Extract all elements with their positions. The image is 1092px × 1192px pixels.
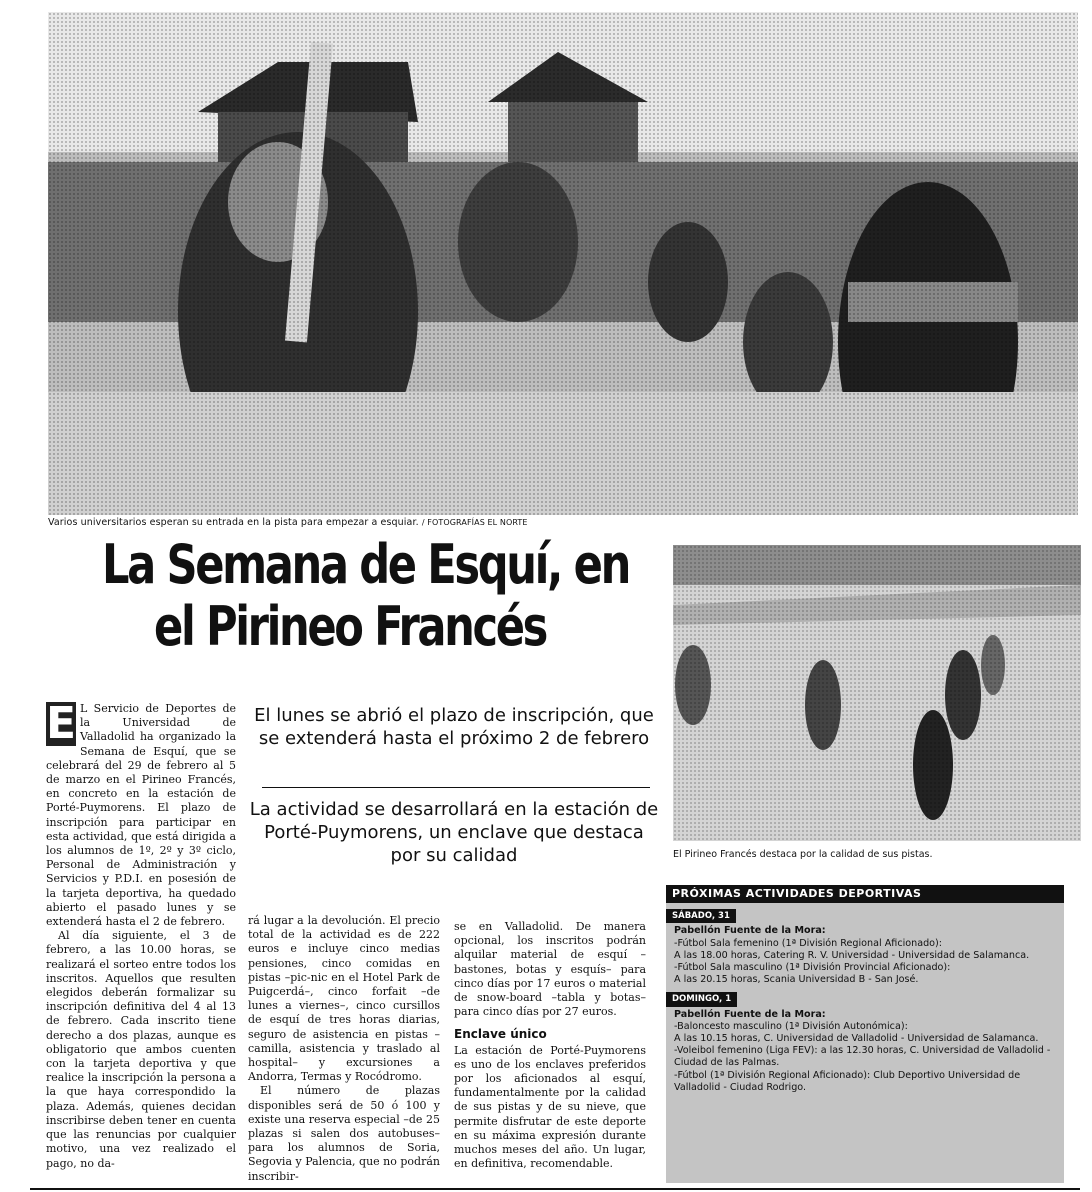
schedule-title: PRÓXIMAS ACTIVIDADES DEPORTIVAS <box>666 885 1064 903</box>
headline-line-1: La Semana de Esquí, en <box>102 533 629 596</box>
skiers-on-slope-photo-icon <box>673 545 1081 841</box>
headline <box>102 533 629 658</box>
paragraph: rá lugar a la devolución. El precio total de la actividad es de 222 euros e incluye cinco medias pensiones, cinco comidas en pistas –pic-nic en el Hotel Park de Puigcerdá–, cinco forfait –de lunes a viernes–, cinco cursillos de esquí de tres horas diarias, seguro de asistencia en pistas –camilla, asistencia y traslado al hospital– y excursiones a Andorra, Termas y Rocódromo. <box>248 914 440 1084</box>
side-photo <box>673 545 1081 841</box>
venue: Pabellón Fuente de la Mora: <box>674 1008 826 1020</box>
deck-divider <box>262 787 650 788</box>
event: -Fútbol (1ª División Regional Aficionado): Club Deportivo Universidad de Valladolid - Ciudad Rodrigo. <box>674 1069 1021 1093</box>
headline-line-2: el Pirineo Francés <box>154 595 546 658</box>
day-label: DOMINGO, 1 <box>666 992 737 1006</box>
paragraph: Al día siguiente, el 3 de febrero, a las 10.00 horas, se realizará el sorteo entre todos los inscritos. Aquellos que resulten elegidos deberán formalizar su inscripción definitiva del 4 al 13 de febrero. Cada inscrito tiene derecho a dos plazas, aunque es obligatorio que ambos cuenten con la tarjeta deportiva y que realice la inscripción la persona a la que haya correspondido la plaza. Además, quienes decidan inscribirse deben tener en cuenta que las renuncias por cualquier motivo, una vez realizado el pago, no da- <box>46 929 236 1170</box>
ski-slope-crowd-photo-icon <box>48 12 1078 515</box>
event: -Baloncesto masculino (1ª División Autonómica): <box>674 1020 908 1032</box>
paragraph: se en Valladolid. De manera opcional, los inscritos podrán alquilar material de esquí –bastones, botas y esquís– para cinco días por 17 euros o material de snow-board –tabla y botas– para cinco días por 27 euros. <box>454 920 646 1019</box>
subheadline-1: El lunes se abrió el plazo de inscripción, que se extenderá hasta el próximo 2 de febrero <box>254 705 654 749</box>
event: -Fútbol Sala masculino (1ª División Provincial Aficionado): <box>674 962 951 974</box>
article-column-2 <box>248 914 440 1184</box>
paragraph: La estación de Porté-Puymorens es uno de los enclaves preferidos por los aficionados al esquí, fundamentalmente por la calidad de sus pistas y de su nieve, que permite disfrutar de este deporte en su máxima expresión durante muchos meses del año. Un lugar, en definitiva, recomendable. <box>454 1043 646 1171</box>
main-photo <box>48 12 1078 515</box>
main-photo-caption <box>48 517 1048 528</box>
article-column-1 <box>46 698 236 1171</box>
paragraph: L Servicio de Deportes de la Universidad de Valladolid ha organizado la Semana de Esquí, que se celebrará del 29 de febrero al 5 de marzo en el Pirineo Francés, en concreto en la estación de Porté-Puymorens. El plazo de inscripción para participar en esta actividad, que está dirigida a los alumnos de 1º, 2º y 3º ciclo, Personal de Administración y Servicios y P.D.I. en posesión de la tarjeta deportiva, ha quedado abierto el pasado lunes y se extenderá hasta el 2 de febrero. <box>46 702 236 929</box>
event: -Fútbol Sala femenino (1ª División Regional Aficionado): <box>674 937 943 949</box>
page-bottom-rule <box>30 1188 1080 1190</box>
caption-text: Varios universitarios esperan su entrada en la pista para empezar a esquiar. <box>48 517 419 528</box>
day-label: SÁBADO, 31 <box>666 909 736 923</box>
drop-cap: E <box>46 698 77 749</box>
side-photo-caption: El Pirineo Francés destaca por la calidad de sus pistas. <box>673 849 933 860</box>
photo-credit: / FOTOGRAFÍAS EL NORTE <box>421 518 528 527</box>
sports-schedule-box <box>666 885 1064 1183</box>
subheadline-2: La actividad se desarrollará en la estación de Porté-Puymorens, un enclave que destaca por su calidad <box>249 799 659 866</box>
venue: Pabellón Fuente de la Mora: <box>674 925 826 937</box>
paragraph: El número de plazas disponibles será de 50 ó 100 y existe una reserva especial –de 25 plazas si salen dos autobuses– para los alumnos de Soria, Segovia y Palencia, que no podrán inscribir- <box>248 1084 440 1183</box>
article-column-3 <box>454 920 646 1171</box>
event: A las 20.15 horas, Scania Universidad B - San José. <box>674 974 919 986</box>
event: A las 10.15 horas, C. Universidad de Valladolid - Universidad de Salamanca. <box>674 1033 1039 1045</box>
event: -Voleibol femenino (Liga FEV): a las 12.30 horas, C. Universidad de Valladolid - Ciudad de las Palmas. <box>674 1045 1051 1069</box>
event: A las 18.00 horas, Catering R. V. Universidad - Universidad de Salamanca. <box>674 949 1030 961</box>
subhead: Enclave único <box>454 1027 547 1042</box>
